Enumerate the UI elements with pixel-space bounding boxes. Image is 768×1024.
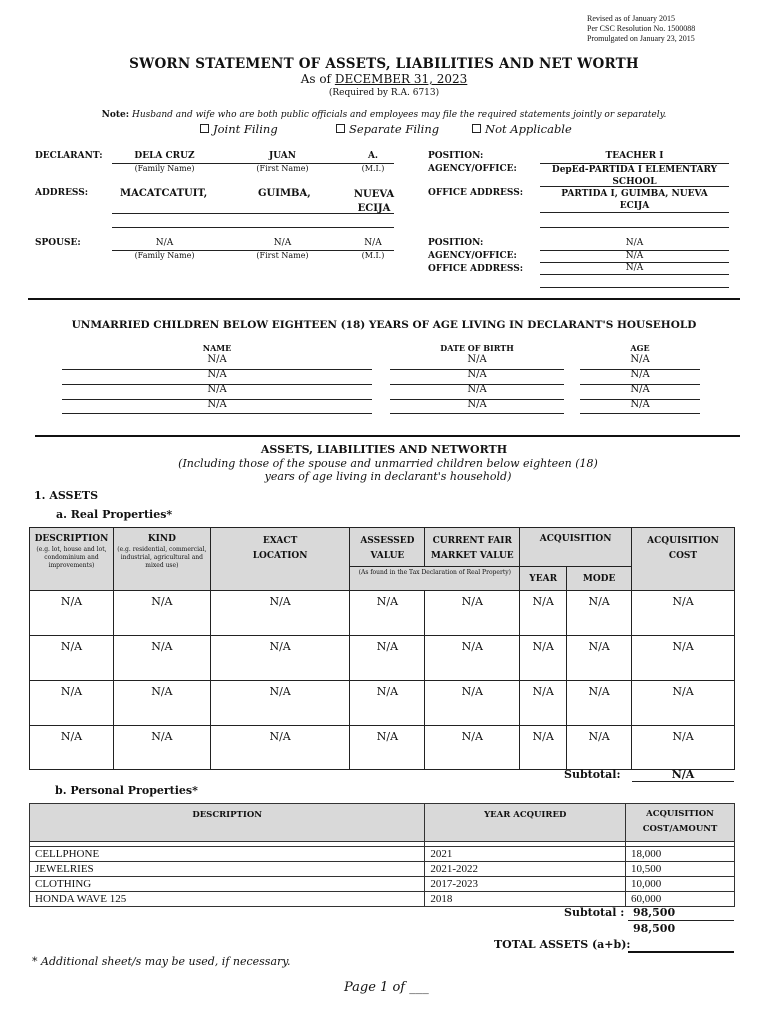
cell-assessed-value: N/A [350,636,425,681]
declarant-first-name: JUAN [268,151,297,161]
cell-kind: N/A [113,591,210,636]
filing-note [0,110,768,120]
col-pp-year: YEAR ACQUIRED [425,804,626,842]
table-row [30,681,735,726]
header-label: ACQUISITION [646,809,714,819]
header-label: COST [668,551,698,561]
cell-year: N/A [520,681,567,726]
child-name: N/A [207,399,227,410]
declarant-office-address [540,188,729,212]
province-line: ECIJA [357,203,391,214]
child-age: N/A [630,369,650,380]
office-line: ECIJA [619,201,650,211]
declarant-agency [540,164,729,188]
cell-kind: N/A [113,636,210,681]
cell-description: N/A [30,636,114,681]
cell-mode: N/A [567,681,632,726]
cell-pp-description: HONDA WAVE 125 [30,892,425,907]
cell-location: N/A [210,726,350,770]
col-location [210,528,350,591]
resolution-line: Per CSC Resolution No. 1500088 [587,24,696,33]
declarant-mi: A. [367,151,379,161]
note-label: Note: [101,110,130,120]
cell-description: N/A [30,591,114,636]
cell-pp-cost: 10,500 [626,862,735,877]
total-assets-label: TOTAL ASSETS (a+b): [494,938,631,951]
spouse-agency: N/A [625,251,644,261]
cell-fair-market-value: N/A [425,726,520,770]
child-dob: N/A [467,369,487,380]
not-applicable-option[interactable] [472,122,572,136]
child-name: N/A [207,384,227,395]
col-fair-market-value [425,528,520,567]
header-label: LOCATION [252,551,308,561]
agency-line: SCHOOL [612,177,657,187]
cell-mode: N/A [567,636,632,681]
col-pp-cost [626,804,735,842]
table-row [30,877,735,892]
cell-pp-year: 2018 [425,892,626,907]
table-row [30,636,735,681]
cell-pp-description: CLOTHING [30,877,425,892]
spouse-family-name: N/A [155,238,174,248]
cell-year: N/A [520,726,567,770]
office-address-label: OFFICE ADDRESS: [428,188,524,198]
header-label: COST/AMOUNT [642,824,718,834]
header-label: KIND [147,534,176,544]
declarant-family-name: DELA CRUZ [134,151,195,161]
header-label: ACQUISITION [647,536,719,546]
cell-pp-description: JEWELRIES [30,862,425,877]
address-town: GUIMBA, [258,188,311,199]
header-label: ASSESSED [360,536,415,546]
col-assessed-value [350,528,425,567]
checkbox-icon[interactable] [472,124,481,133]
cell-kind: N/A [113,726,210,770]
cell-mode: N/A [567,591,632,636]
spouse-first-name: N/A [273,238,292,248]
spouse-position: N/A [625,238,644,248]
header-label: CURRENT FAIR [432,536,512,546]
child-dob: N/A [467,399,487,410]
header-label: VALUE [370,551,405,561]
col-mode: MODE [567,567,632,591]
address-province [346,188,402,216]
children-col-age: AGE [630,343,650,353]
cell-location: N/A [210,636,350,681]
child-dob: N/A [467,354,487,365]
child-age: N/A [630,384,650,395]
header-label: EXACT [262,536,298,546]
table-row [30,726,735,770]
header-sub: (e.g. lot, house and lot, condominium and improvements) [36,546,107,569]
spouse-label: SPOUSE: [35,238,81,248]
spouse-office-address: N/A [625,263,644,273]
joint-filing-option[interactable] [200,122,278,136]
header-label: DESCRIPTION [34,534,109,544]
children-col-dob: DATE OF BIRTH [440,343,514,353]
checkbox-icon[interactable] [336,124,345,133]
col-description [30,528,114,591]
personal-properties-table [29,803,735,907]
cell-description: N/A [30,726,114,770]
cell-location: N/A [210,591,350,636]
col-kind [113,528,210,591]
cell-fair-market-value: N/A [425,681,520,726]
mi-caption: (M.I.) [361,251,385,260]
child-name: N/A [207,369,227,380]
option-label: Joint Filing [213,122,278,136]
note-text: Husband and wife who are both public officials and employees may file the required statements jointly or separately. [131,110,667,120]
checkbox-icon[interactable] [200,124,209,133]
spouse-mi: N/A [364,238,382,248]
personal-properties-heading: b. Personal Properties* [55,784,198,797]
address-barangay: MACATCATUIT, [120,188,208,199]
cell-pp-year: 2021 [425,847,626,862]
children-col-name: NAME [202,343,232,353]
section-divider [28,298,740,300]
child-age: N/A [630,399,650,410]
mi-caption: (M.I.) [361,164,385,173]
children-title: UNMARRIED CHILDREN BELOW EIGHTEEN (18) YEARS OF AGE LIVING IN DECLARANT'S HOUSEHOLD [71,319,697,331]
cell-cost: N/A [632,636,735,681]
address-label: ADDRESS: [35,188,89,198]
child-name: N/A [207,354,227,365]
total-assets-line [628,951,734,953]
spouse-position-label: POSITION: [428,238,484,248]
child-dob: N/A [467,384,487,395]
promulgated-line: Promulgated on January 23, 2015 [587,34,695,43]
as-of-date: DECEMBER 31, 2023 [334,72,468,86]
table-row [30,892,735,907]
revision-line: Revised as of January 2015 [587,14,675,23]
cell-location: N/A [210,681,350,726]
table-row [30,862,735,877]
cell-assessed-value: N/A [350,726,425,770]
as-of-line [0,72,768,86]
personal-subtotal-carry: 98,500 [633,922,676,935]
child-age: N/A [630,354,650,365]
cell-cost: N/A [632,681,735,726]
first-name-caption: (First Name) [256,251,309,260]
real-subtotal-value: N/A [671,768,695,781]
office-line: PARTIDA I, GUIMBA, NUEVA [561,189,708,199]
first-name-caption: (First Name) [256,164,309,173]
agency-label: AGENCY/OFFICE: [428,164,517,174]
section-divider [35,435,740,437]
cell-fair-market-value: N/A [425,636,520,681]
col-acquisition: ACQUISITION [520,528,632,567]
cell-pp-cost: 18,000 [626,847,735,862]
cell-pp-year: 2017-2023 [425,877,626,892]
col-pp-description: DESCRIPTION [30,804,425,842]
family-name-caption: (Family Name) [134,164,195,173]
table-row [30,591,735,636]
cell-cost: N/A [632,726,735,770]
agency-line: DepEd-PARTIDA I ELEMENTARY [551,165,718,175]
separate-filing-option[interactable] [336,122,439,136]
personal-subtotal-value: 98,500 [633,906,676,919]
option-label: Separate Filing [349,122,440,136]
cell-description: N/A [30,681,114,726]
cell-mode: N/A [567,726,632,770]
cell-assessed-value: N/A [350,681,425,726]
declarant-label: DECLARANT: [35,151,103,161]
position-label: POSITION: [428,151,484,161]
required-by: (Required by R.A. 6713) [328,88,440,98]
cell-pp-year: 2021-2022 [425,862,626,877]
cell-fair-market-value: N/A [425,591,520,636]
cell-pp-cost: 10,000 [626,877,735,892]
table-row [30,847,735,862]
cell-pp-description: CELLPHONE [30,847,425,862]
province-line: NUEVA [353,189,395,200]
as-of-label: As of [300,72,331,86]
real-properties-heading: a. Real Properties* [56,508,173,521]
option-label: Not Applicable [485,122,572,136]
revision-note [587,14,695,44]
aln-sub1: (Including those of the spouse and unmarried children below eighteen (18) [178,457,598,470]
assets-heading: 1. ASSETS [34,489,99,502]
aln-sub2: years of age living in declarant's household) [264,470,512,483]
tax-declaration-note: (As found in the Tax Declaration of Real Property) [350,567,520,591]
cell-assessed-value: N/A [350,591,425,636]
real-properties-table [29,527,735,770]
additional-sheet-note: * Additional sheet/s may be used, if necessary. [32,955,291,968]
cell-cost: N/A [632,591,735,636]
family-name-caption: (Family Name) [134,251,195,260]
page-title: SWORN STATEMENT OF ASSETS, LIABILITIES AND NET WORTH [129,56,639,72]
real-subtotal-label: Subtotal: [564,768,621,781]
header-sub: (e.g. residential, commercial, industrial, agricultural and mixed use) [117,546,207,569]
spouse-office-address-label: OFFICE ADDRESS: [428,264,524,274]
cell-kind: N/A [113,681,210,726]
declarant-position: TEACHER I [605,151,664,161]
page-number: Page 1 of ___ [344,980,429,995]
cell-year: N/A [520,591,567,636]
col-acquisition-cost [632,528,735,591]
col-year: YEAR [520,567,567,591]
cell-year: N/A [520,636,567,681]
aln-title: ASSETS, LIABILITIES AND NETWORTH [260,443,508,456]
spouse-agency-label: AGENCY/OFFICE: [428,251,517,261]
personal-subtotal-label: Subtotal : [564,906,625,919]
cell-pp-cost: 60,000 [626,892,735,907]
header-label: MARKET VALUE [430,551,514,561]
